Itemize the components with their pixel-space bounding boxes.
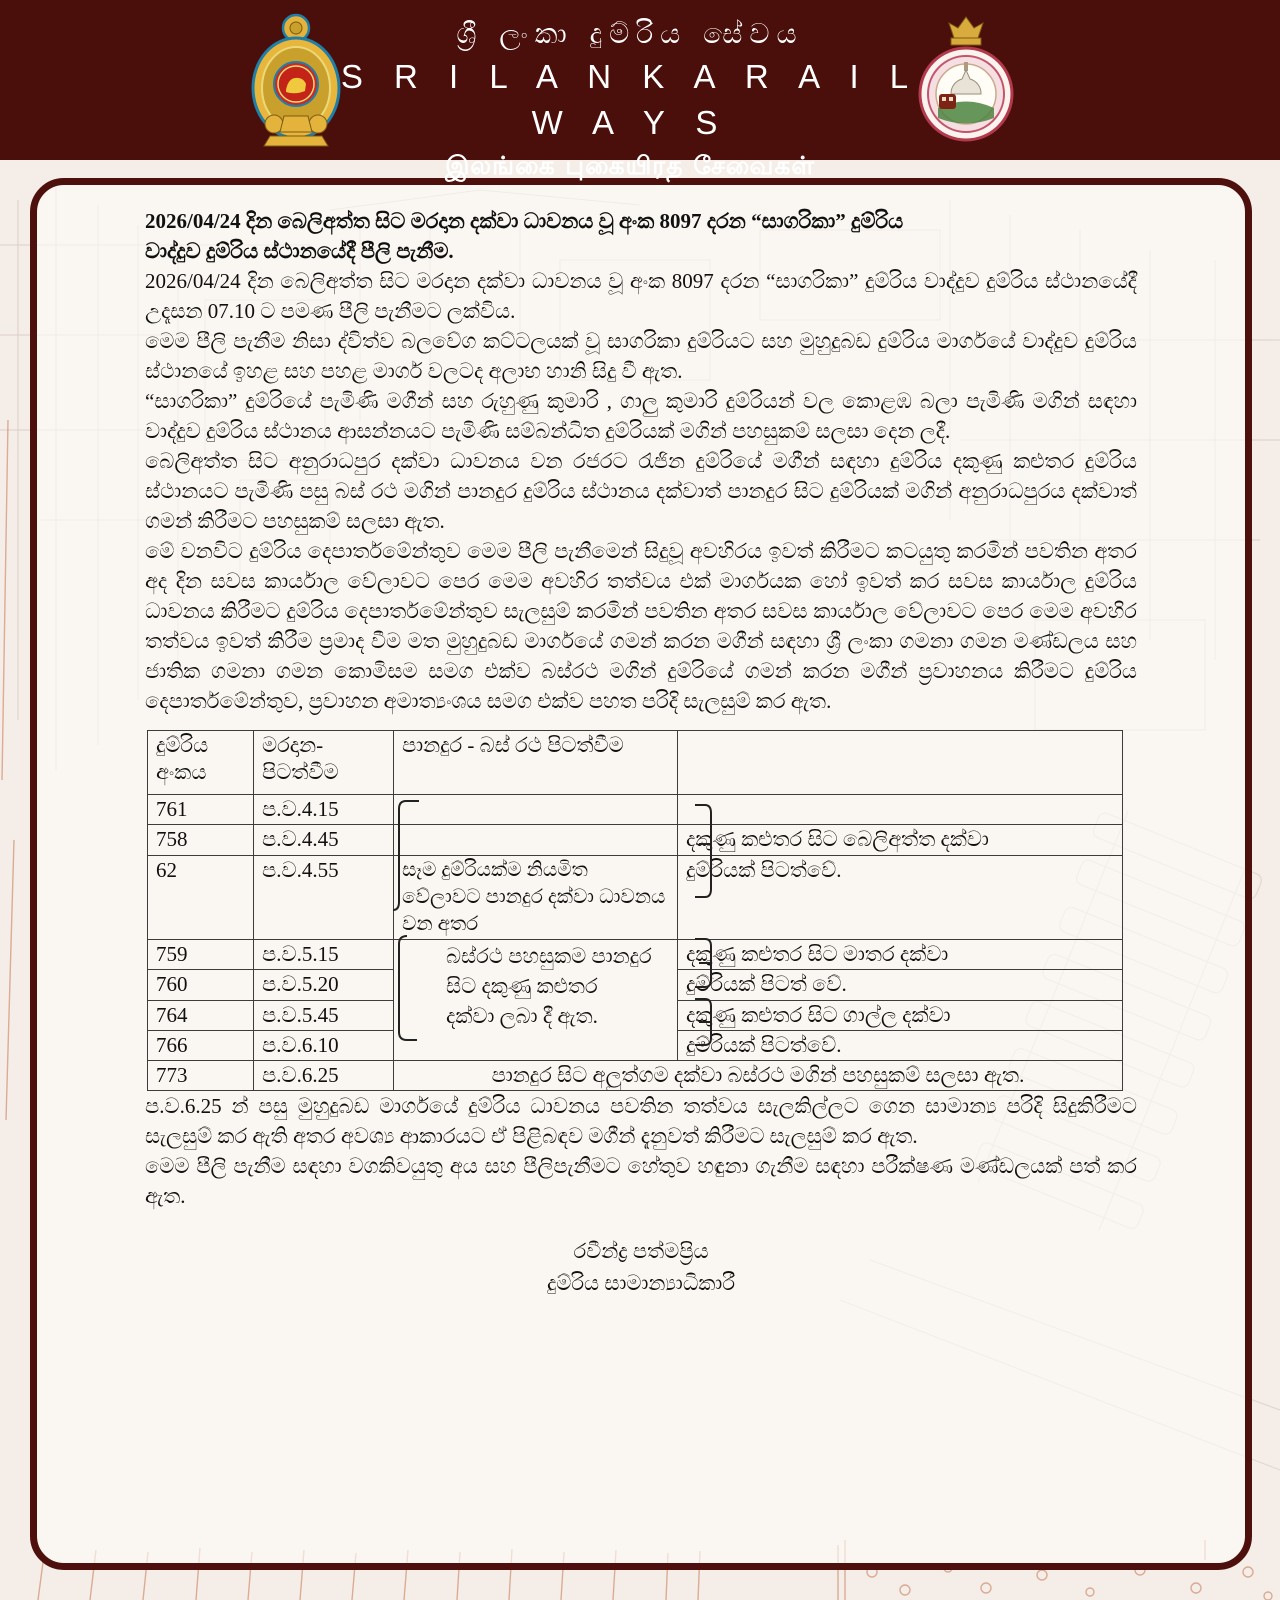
paragraph-3: “සාගරිකා” දුම්රියේ පැමිණි මගීන් සහ රුහුණු කුමාරි , ගාලු කුමාරි දුම්රියන් වල කොළඹ බලා පැමිණි මගින් සඳහා වාද්දුව දුම්රිය ස්ථානය ආසන්නයට පැමිණි සම්බන්ධිත දුම්රියක් මගින් පහසුකම් සලසා දෙන ලදී.	[145, 389, 1137, 443]
train-schedule-table	[147, 730, 1123, 1091]
paragraph-7: මෙම පීලි පැනීම සඳහා වගකිවයුතු අය සහ පීලිපැනීමට හේතුව හඳුනා ගැනීම සඳහා පරීක්ෂණ මණ්ඩලයක් පත් කර ඇත.	[145, 1154, 1137, 1208]
note-cell: සෑම දුම්රියක්ම නියමිත වේලාවට පානදුර දක්වා ධාවනය වන අතර	[394, 856, 678, 940]
banner-title-english: S R I L A N K A R A I L W A Y S	[340, 58, 920, 141]
note-cell: දකුණු කළුතර සිට මාතර දක්වා	[678, 940, 1123, 970]
paragraph-4: බෙලිඅත්ත සිට අනුරාධපුර දක්වා ධාවනය වන රජරට රැජින දුම්රියේ මගීන් සඳහා දුම්රිය දකුණු කළුතර දුම්රිය ස්ථානයට පැමිණි පසු බස් රථ මගින් පානදුර දුම්රිය ස්ථානය දක්වාත් පානදුර සිට දුම්රියක් මගින් අනුරාධපුරය දක්වාත් ගමන් කිරීමට පහසුකම් සලසා ඇත.	[145, 449, 1137, 533]
note-cell	[394, 795, 678, 825]
time-cell: ප.ව.4.45	[254, 825, 394, 856]
train-no-cell: 764	[148, 1001, 254, 1031]
note-cell	[394, 825, 678, 856]
bracket-col3-group1	[393, 798, 421, 918]
banner-title-sinhala: ශ්‍රී ලංකා දුම්රිය සේවය	[456, 17, 804, 50]
note-cell: දුම්රියක් පිටත්වේ.	[678, 856, 1123, 940]
header-banner	[0, 0, 1280, 180]
train-no-cell: 766	[148, 1031, 254, 1061]
time-cell: ප.ව.5.15	[254, 940, 394, 970]
note-cell: දුම්රියක් පිටත් වේ.	[678, 970, 1123, 1001]
table-row	[148, 940, 1123, 970]
train-no-cell: 761	[148, 795, 254, 825]
merged-note-cell: බස්රථ පහසුකම පානදුර සිට දකුණු කළුතර දක්වා ලබා දී ඇත.	[394, 940, 678, 1061]
note-cell: පානදුර සිට අලුත්ගම දක්වා බස්රථ මගින් පහසුකම් සලසා ඇත.	[394, 1061, 1123, 1091]
paragraph-6: ප.ව.6.25 න් පසු මුහුදුබඩ මාර්ගයේ දුම්රිය ධාවනය පවතින තත්වය සැලකිල්ලට ගෙන සාමාන්‍ය පරිදි සිදුකිරීමට සැලසුම් කර ඇති අතර අවශ්‍ය ආකාරයට ඒ පිළිබඳව මගීන් දැනුවත් කිරීමට සැලසුම් කර ඇත.	[145, 1094, 1137, 1148]
train-no-cell: 773	[148, 1061, 254, 1091]
signature-name: රවීන්ද්‍ර පත්මප්‍රිය	[573, 1239, 709, 1263]
time-cell: ප.ව.5.45	[254, 1001, 394, 1031]
document-title-line1: 2026/04/24 දින බෙලිඅත්ත සිට මරදාන දක්වා ධාවනය වූ අංක 8097 දරන “සාගරිකා” දුම්රිය	[145, 209, 904, 233]
train-no-cell: 759	[148, 940, 254, 970]
document-body	[145, 206, 1137, 1299]
table-row	[148, 795, 1123, 825]
paragraph-2: මෙම පීලි පැනීම නිසා ද්විත්ව බලවේග කට්ටලයක් වූ සාගරිකා දුම්රියට සහ මුහුදුබඩ දුම්රිය මාර්ගයේ වාද්දුව දුම්රිය ස්ථානයේ ඉහළ සහ පහළ මාර්ග වලටද අලාභ හානි සිදු වී ඇත.	[145, 329, 1137, 383]
table-row	[148, 1061, 1123, 1091]
time-cell: ප.ව.5.20	[254, 970, 394, 1001]
train-no-cell: 62	[148, 856, 254, 940]
header-panadura-bus: පානදුර - බස් රථ පිටත්වීම	[394, 731, 678, 795]
train-schedule-table-wrap	[147, 730, 1125, 1091]
note-cell	[678, 795, 1123, 825]
banner-titles	[330, 14, 930, 186]
paragraph-5: මේ වනවිට දුම්රිය දෙපාර්තමේන්තුව මෙම පීලි පැනීමෙන් සිදුවූ අවහිරය ඉවත් කිරීමට කටයුතු කරමින් පවතින අතර අද දින සවස කාර්යාල වේලාවට පෙර මෙම අවහිර තත්වය එක් මාර්ගයක හෝ ඉවත් කර සවස කාර්යාල දුම්රිය ධාවනය කිරීමට දුම්රිය දෙපාර්තමේන්තුව සැලසුම් කරමින් පවතින අතර සවස කාර්යාල වේලාවට පෙර මෙම අවහිර තත්වය ඉවත් කිරීම ප්‍රමාද වීම මත මුහුදුබඩ මාර්ගයේ ගමන් කරන මගීන් සඳහා ශ්‍රී ලංකා ගමනා ගමන මණ්ඩලය සහ ජාතික ගමනා ගමන කොමිසම සමග එක්ව බස්රථ මගින් දුම්රියේ ගමන් කරන මගීන් ප්‍රවාහනය කිරීමට දුම්රිය දෙපාර්තමේන්තුව, ප්‍රවාහන අමාත්‍යංශය සමග එක්ව පහත පරිදි සැලසුම් කර ඇත.	[145, 539, 1137, 713]
note-cell: දුම්රියක් පිටත්වේ.	[678, 1031, 1123, 1061]
signature-block	[145, 1235, 1137, 1299]
time-cell: ප.ව.6.10	[254, 1031, 394, 1061]
signature-title: දුම්රිය සාමාන්‍යාධිකාරී	[546, 1271, 736, 1295]
time-cell: ප.ව.4.55	[254, 856, 394, 940]
bracket-col4-group3	[693, 996, 719, 1050]
banner-title-tamil: இலங்கை புகையிரத சேவைகள்	[445, 151, 815, 180]
table-row	[148, 856, 1123, 940]
note-cell: දකුණු කළුතර සිට ගාල්ල දක්වා	[678, 1001, 1123, 1031]
document-title-line2: වාද්දුව දුම්රිය ස්ථානයේදී පීලි පැනීම.	[145, 239, 454, 263]
paragraph-1: 2026/04/24 දින බෙලිඅත්ත සිට මරදාන දක්වා ධාවනය වූ අංක 8097 දරන “සාගරිකා” දුම්රිය වාද්දුව දුම්රිය ස්ථානයේදී උදෑසන 07.10 ට පමණ පීලි පැනීමට ලක්විය.	[145, 269, 1137, 323]
bracket-col3-group2	[393, 934, 421, 1048]
table-row	[148, 825, 1123, 856]
header-maradana-departure: මරදාන- පිටත්වීම	[254, 731, 394, 795]
train-no-cell: 758	[148, 825, 254, 856]
table-header-row	[148, 731, 1123, 795]
bracket-col4-group1	[693, 802, 719, 902]
railway-crest-icon	[916, 14, 1016, 151]
header-train-number: දුම්රිය අංකය	[148, 731, 254, 795]
note-cell: දකුණු කළුතර සිට බෙලිඅත්ත දක්වා	[678, 825, 1123, 856]
header-empty	[678, 731, 1123, 795]
time-cell: ප.ව.4.15	[254, 795, 394, 825]
time-cell: ප.ව.6.25	[254, 1061, 394, 1091]
bracket-col4-group2	[693, 936, 719, 992]
train-no-cell: 760	[148, 970, 254, 1001]
